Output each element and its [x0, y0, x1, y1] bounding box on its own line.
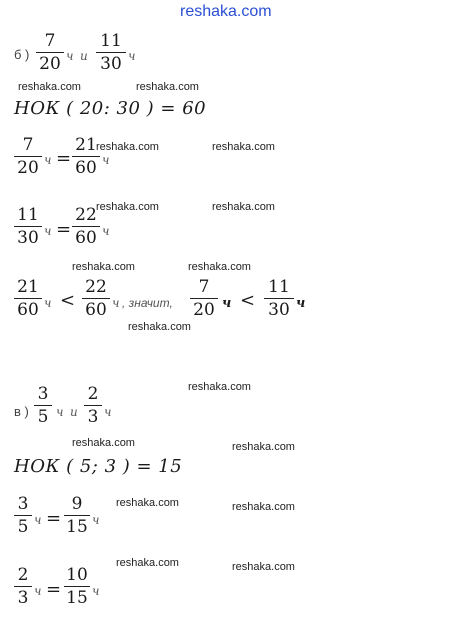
less-than-sign: < — [240, 290, 256, 311]
part-v-label: в ) — [14, 404, 29, 419]
denominator: 60 — [17, 300, 39, 320]
numerator: 22 — [85, 277, 107, 297]
watermark: reshaka.com — [72, 261, 135, 273]
numerator: 11 — [100, 31, 122, 51]
numerator: 3 — [17, 494, 29, 514]
watermark: reshaka.com — [18, 81, 81, 93]
denominator: 30 — [268, 300, 290, 320]
numerator: 10 — [66, 565, 88, 585]
unit: ч — [92, 584, 100, 598]
less-than-sign: < — [60, 290, 76, 311]
part-b-step1-left — [14, 136, 42, 177]
denominator: 30 — [17, 228, 39, 248]
unit: ч — [44, 296, 52, 310]
unit: ч — [112, 296, 120, 310]
numerator: 7 — [44, 31, 56, 51]
watermark: reshaka.com — [212, 141, 275, 153]
unit: ч — [296, 296, 306, 311]
part-b-label: б ) — [14, 47, 30, 62]
numerator: 7 — [198, 277, 210, 297]
numerator: 7 — [22, 135, 34, 155]
numerator: 11 — [268, 277, 290, 297]
unit: ч — [56, 405, 64, 419]
watermark: reshaka.com — [96, 201, 159, 213]
equals-sign: = — [56, 148, 72, 169]
unit: ч — [128, 49, 136, 63]
numerator: 11 — [17, 205, 39, 225]
equals-sign: = — [56, 219, 72, 240]
denominator: 60 — [75, 228, 97, 248]
denominator: 60 — [85, 300, 107, 320]
numerator: 2 — [87, 384, 99, 404]
part-b-result-2 — [264, 278, 294, 319]
therefore-text: , значит, — [122, 296, 173, 310]
denominator: 20 — [17, 158, 39, 178]
part-v-nok: НОК ( 5; 3 ) = 15 — [14, 456, 183, 477]
watermark: reshaka.com — [232, 501, 295, 513]
watermark: reshaka.com — [188, 261, 251, 273]
unit: ч — [104, 405, 112, 419]
watermark: reshaka.com — [136, 81, 199, 93]
watermark: reshaka.com — [116, 497, 179, 509]
part-v-step1-left — [14, 495, 32, 536]
numerator: 21 — [17, 277, 39, 297]
denominator: 15 — [66, 517, 88, 537]
denominator: 30 — [100, 54, 122, 74]
equals-sign: = — [46, 508, 62, 529]
watermark: reshaka.com — [96, 141, 159, 153]
watermark: reshaka.com — [188, 381, 251, 393]
part-b-compare-2 — [82, 278, 110, 319]
part-b-fraction-2 — [96, 32, 126, 73]
unit: ч — [34, 584, 42, 598]
denominator: 20 — [193, 300, 215, 320]
numerator: 21 — [75, 135, 97, 155]
watermark: reshaka.com — [116, 557, 179, 569]
part-b-nok: НОК ( 20: 30 ) = 60 — [14, 98, 207, 119]
unit: ч — [44, 224, 52, 238]
numerator: 2 — [17, 565, 29, 585]
numerator: 9 — [71, 494, 83, 514]
denominator: 5 — [17, 517, 29, 537]
unit: ч — [66, 49, 74, 63]
watermark: reshaka.com — [232, 441, 295, 453]
denominator: 60 — [75, 158, 97, 178]
part-v-fraction-1 — [34, 385, 52, 426]
denominator: 5 — [37, 407, 49, 427]
denominator: 20 — [39, 54, 61, 74]
part-b-compare-1 — [14, 278, 42, 319]
unit: ч — [222, 296, 232, 311]
conjunction: и — [70, 405, 78, 419]
numerator: 3 — [37, 384, 49, 404]
part-v-step2-right — [64, 566, 90, 607]
denominator: 15 — [66, 588, 88, 608]
part-b-fraction-1 — [36, 32, 64, 73]
watermark: reshaka.com — [212, 201, 275, 213]
unit: ч — [34, 513, 42, 527]
part-v-step1-right — [64, 495, 90, 536]
part-b-step2-left — [14, 206, 42, 247]
unit: ч — [102, 153, 110, 167]
watermark: reshaka.com — [128, 321, 191, 333]
conjunction: и — [80, 49, 88, 63]
site-title: reshaka.com — [180, 3, 272, 20]
part-v-fraction-2 — [84, 385, 102, 426]
equals-sign: = — [46, 579, 62, 600]
unit: ч — [44, 153, 52, 167]
denominator: 3 — [87, 407, 99, 427]
watermark: reshaka.com — [232, 561, 295, 573]
watermark: reshaka.com — [72, 437, 135, 449]
unit: ч — [92, 513, 100, 527]
numerator: 22 — [75, 205, 97, 225]
denominator: 3 — [17, 588, 29, 608]
part-v-step2-left — [14, 566, 32, 607]
part-b-result-1 — [190, 278, 218, 319]
unit: ч — [102, 224, 110, 238]
